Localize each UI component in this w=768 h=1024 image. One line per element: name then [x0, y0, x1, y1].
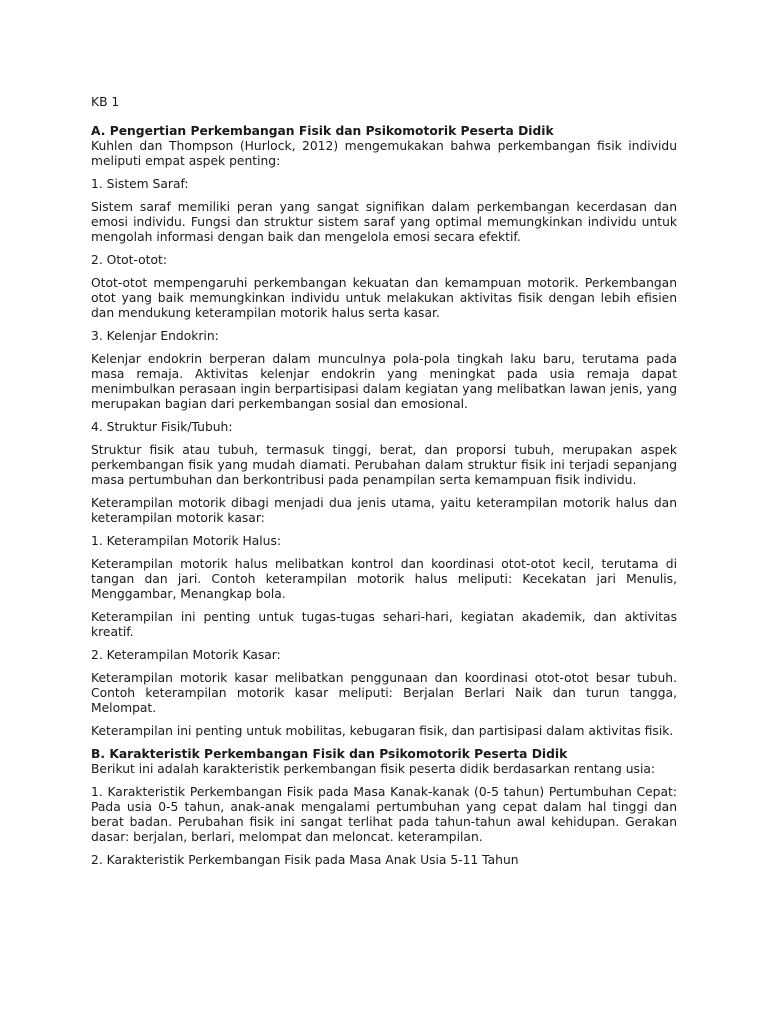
motor-text-halus: Keterampilan motorik halus melibatkan kontrol dan koordinasi otot-otot kecil, terutama di tangan dan jari. Contoh keterampilan motorik halus meliputi: Kecekatan jari Menulis, Menggambar, Menangkap bola.	[91, 557, 677, 601]
motor-note-halus: Keterampilan ini penting untuk tugas-tugas sehari-hari, kegiatan akademik, dan aktivitas kreatif.	[91, 610, 677, 639]
section-b-heading: B. Karakteristik Perkembangan Fisik dan Psikomotorik Peserta Didik	[91, 747, 568, 761]
section-a-intro: Kuhlen dan Thompson (Hurlock, 2012) mengemukakan bahwa perkembangan fisik individu meliputi empat aspek penting:	[91, 139, 677, 168]
motor-note-kasar: Keterampilan ini penting untuk mobilitas, kebugaran fisik, dan partisipasi dalam aktivitas fisik.	[91, 724, 674, 738]
item-title-struktur-fisik: 4. Struktur Fisik/Tubuh:	[91, 420, 233, 434]
item-title-otot: 2. Otot-otot:	[91, 253, 167, 267]
section-b-intro: Berikut ini adalah karakteristik perkembangan fisik peserta didik berdasarkan rentang usia:	[91, 762, 656, 776]
motor-title-halus: 1. Keterampilan Motorik Halus:	[91, 534, 282, 548]
item-text-otot: Otot-otot mempengaruhi perkembangan kekuatan dan kemampuan motorik. Perkembangan otot yang baik memungkinkan individu untuk melakukan aktivitas fisik dengan lebih efisien dan mendukung keterampilan motorik halus serta kasar.	[91, 276, 677, 320]
motor-intro: Keterampilan motorik dibagi menjadi dua jenis utama, yaitu keterampilan motorik halus dan keterampilan motorik kasar:	[91, 496, 677, 525]
section-b-item-2: 2. Karakteristik Perkembangan Fisik pada Masa Anak Usia 5-11 Tahun	[91, 853, 519, 867]
section-a-heading: A. Pengertian Perkembangan Fisik dan Psikomotorik Peserta Didik	[91, 124, 554, 138]
motor-title-kasar: 2. Keterampilan Motorik Kasar:	[91, 648, 281, 662]
item-title-kelenjar-endokrin: 3. Kelenjar Endokrin:	[91, 329, 219, 343]
item-text-struktur-fisik: Struktur fisik atau tubuh, termasuk tinggi, berat, dan proporsi tubuh, merupakan aspek perkembangan fisik yang mudah diamati. Perubahan dalam struktur fisik ini terjadi sepanjang masa pertumbuhan dan berkontribusi pada penampilan serta kemampuan fisik individu.	[91, 443, 677, 487]
motor-text-kasar: Keterampilan motorik kasar melibatkan penggunaan dan koordinasi otot-otot besar tubuh. Contoh keterampilan motorik kasar meliputi: Berjalan Berlari Naik dan turun tangga, Melompat.	[91, 671, 677, 715]
item-title-sistem-saraf: 1. Sistem Saraf:	[91, 177, 189, 191]
document-body	[91, 95, 677, 876]
item-text-kelenjar-endokrin: Kelenjar endokrin berperan dalam munculnya pola-pola tingkah laku baru, terutama pada masa remaja. Aktivitas kelenjar endokrin yang meningkat pada usia remaja dapat menimbulkan perasaan ingin berpartisipasi dalam kegiatan yang melibatkan lawan jenis, yang merupakan bagian dari perkembangan sosial dan emosional.	[91, 352, 677, 411]
document-label: KB 1	[91, 95, 120, 109]
section-b-item-1: 1. Karakteristik Perkembangan Fisik pada Masa Kanak-kanak (0-5 tahun) Pertumbuhan Cepat: Pada usia 0-5 tahun, anak-anak mengalami pertumbuhan yang cepat dalam hal tinggi dan berat badan. Perubahan fisik ini sangat terlihat pada tahun-tahun awal kehidupan. Gerakan dasar: berjalan, berlari, melompat dan meloncat. keterampilan.	[91, 785, 677, 844]
item-text-sistem-saraf: Sistem saraf memiliki peran yang sangat signifikan dalam perkembangan kecerdasan dan emosi individu. Fungsi dan struktur sistem saraf yang optimal memungkinkan individu untuk mengolah informasi dengan baik dan mengelola emosi secara efektif.	[91, 200, 677, 244]
